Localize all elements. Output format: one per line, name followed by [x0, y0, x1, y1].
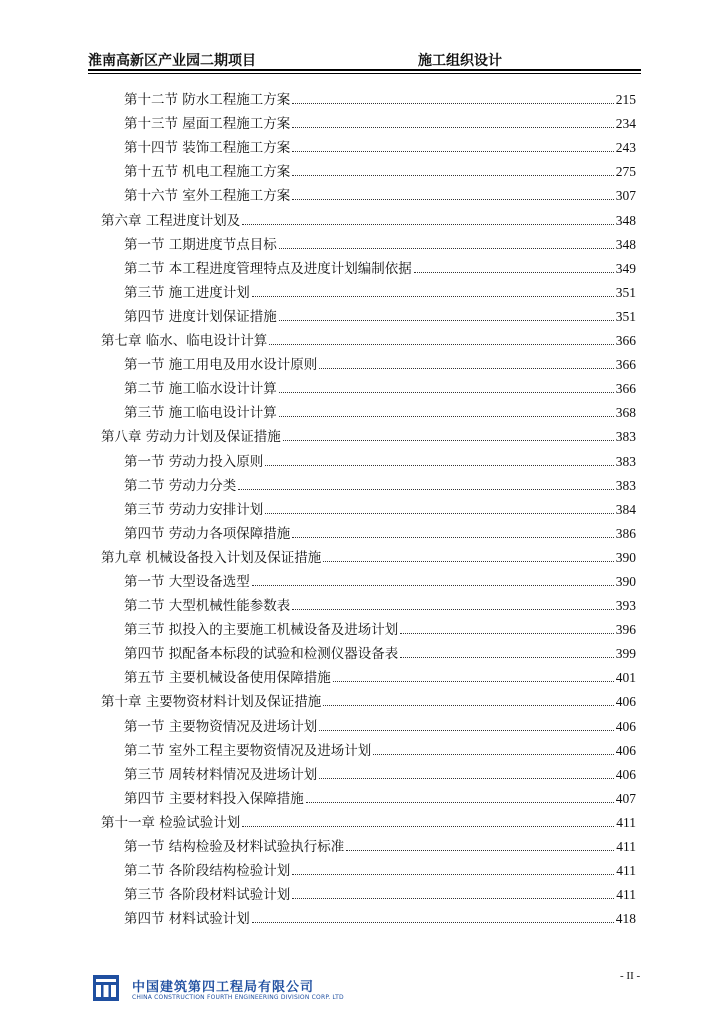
toc-entry-label: 第二节 室外工程主要物资情况及进场计划: [124, 742, 372, 759]
toc-dot-leader: [414, 272, 614, 273]
toc-dot-leader: [323, 705, 613, 706]
toc-section-entry[interactable]: [124, 84, 636, 108]
toc-section-entry[interactable]: [124, 156, 636, 180]
toc-dot-leader: [292, 151, 613, 152]
toc-entry-page: 396: [615, 622, 636, 638]
toc-entry-label: 第三节 拟投入的主要施工机械设备及进场计划: [124, 622, 399, 639]
project-name: 淮南高新区产业园二期项目: [88, 53, 256, 69]
toc-section-entry[interactable]: [124, 662, 636, 686]
toc-section-entry[interactable]: [124, 470, 636, 494]
toc-dot-leader: [279, 248, 614, 249]
toc-entry-label: 第十五节 机电工程施工方案: [124, 164, 291, 181]
toc-entry-page: 349: [615, 260, 636, 276]
toc-entry-page: 243: [615, 140, 636, 156]
toc-entry-label: 第一节 施工用电及用水设计原则: [124, 357, 318, 374]
toc-entry-page: 390: [615, 549, 636, 565]
toc-entry-page: 406: [615, 742, 636, 758]
page-number: - II -: [620, 970, 641, 982]
toc-entry-label: 第四节 拟配备本标段的试验和检测仪器设备表: [124, 646, 399, 663]
toc-section-entry[interactable]: [124, 445, 636, 469]
toc-entry-label: 第八章 劳动力计划及保证措施: [101, 429, 281, 446]
toc-entry-page: 407: [615, 790, 636, 806]
toc-dot-leader: [292, 609, 613, 610]
toc-chapter-entry[interactable]: [101, 542, 636, 566]
toc-entry-label: 第六章 工程进度计划及: [101, 212, 241, 229]
toc-section-entry[interactable]: [124, 566, 636, 590]
toc-entry-label: 第三节 施工临电设计计算: [124, 405, 277, 422]
toc-entry-label: 第十一章 检验试验计划: [101, 814, 241, 831]
toc-entry-label: 第四节 材料试验计划: [124, 911, 250, 928]
toc-dot-leader: [252, 296, 614, 297]
toc-section-entry[interactable]: [124, 229, 636, 253]
toc-entry-page: 406: [615, 694, 636, 710]
toc-entry-label: 第一节 工期进度节点目标: [124, 236, 277, 253]
toc-section-entry[interactable]: [124, 301, 636, 325]
toc-dot-leader: [265, 465, 613, 466]
toc-dot-leader: [279, 416, 614, 417]
toc-entry-page: 215: [615, 92, 636, 108]
toc-section-entry[interactable]: [124, 494, 636, 518]
toc-chapter-entry[interactable]: [101, 325, 636, 349]
toc-section-entry[interactable]: [124, 831, 636, 855]
toc-dot-leader: [292, 874, 614, 875]
toc-entry-label: 第三节 施工进度计划: [124, 284, 250, 301]
toc-entry-page: 401: [615, 670, 636, 686]
toc-entry-label: 第七章 临水、临电设计计算: [101, 333, 268, 350]
toc-entry-page: 368: [615, 405, 636, 421]
toc-dot-leader: [319, 778, 613, 779]
toc-chapter-entry[interactable]: [101, 421, 636, 445]
toc-entry-label: 第一节 主要物资情况及进场计划: [124, 718, 318, 735]
page-header: [88, 50, 641, 70]
document-title: 施工组织设计: [418, 53, 502, 69]
toc-section-entry[interactable]: [124, 903, 636, 927]
toc-entry-page: 307: [615, 188, 636, 204]
toc-entry-page: 366: [615, 381, 636, 397]
toc-section-entry[interactable]: [124, 759, 636, 783]
toc-entry-page: 411: [616, 839, 636, 854]
toc-entry-page: 384: [615, 501, 636, 517]
toc-dot-leader: [292, 199, 613, 200]
toc-chapter-entry[interactable]: [101, 686, 636, 710]
toc-entry-page: 411: [616, 814, 636, 830]
header-rule: [88, 69, 641, 71]
toc-entry-label: 第二节 劳动力分类: [124, 477, 237, 494]
toc-entry-page: 399: [615, 646, 636, 662]
toc-dot-leader: [242, 826, 614, 827]
toc-dot-leader: [265, 513, 613, 514]
toc-section-entry[interactable]: [124, 590, 636, 614]
toc-dot-leader: [252, 585, 614, 586]
toc-entry-label: 第十六节 室外工程施工方案: [124, 188, 291, 205]
toc-dot-leader: [306, 802, 614, 803]
toc-entry-label: 第四节 主要材料投入保障措施: [124, 790, 304, 807]
toc-entry-label: 第十二节 防水工程施工方案: [124, 92, 291, 109]
toc-section-entry[interactable]: [124, 108, 636, 132]
toc-section-entry[interactable]: [124, 879, 636, 903]
table-of-contents: [0, 84, 723, 927]
toc-dot-leader: [292, 127, 613, 128]
toc-dot-leader: [319, 730, 613, 731]
company-name-en: CHINA CONSTRUCTION FOURTH ENGINEERING DIVISION CORP. LTD: [132, 994, 344, 1001]
toc-dot-leader: [323, 561, 613, 562]
toc-dot-leader: [292, 103, 613, 104]
toc-section-entry[interactable]: [124, 614, 636, 638]
toc-entry-page: 366: [615, 357, 636, 373]
toc-entry-page: 418: [615, 911, 636, 927]
toc-dot-leader: [279, 320, 614, 321]
toc-entry-label: 第九章 机械设备投入计划及保证措施: [101, 549, 322, 566]
toc-entry-label: 第十四节 装饰工程施工方案: [124, 140, 291, 157]
toc-entry-page: 366: [615, 333, 636, 349]
toc-entry-label: 第一节 结构检验及材料试验执行标准: [124, 839, 345, 855]
toc-dot-leader: [292, 175, 613, 176]
toc-dot-leader: [252, 922, 614, 923]
toc-dot-leader: [242, 224, 613, 225]
toc-entry-label: 第四节 进度计划保证措施: [124, 308, 277, 325]
toc-entry-page: 234: [615, 116, 636, 132]
company-logo-icon: [93, 975, 119, 1001]
toc-dot-leader: [373, 754, 613, 755]
toc-entry-page: 411: [616, 887, 636, 903]
toc-section-entry[interactable]: [124, 518, 636, 542]
toc-dot-leader: [283, 440, 614, 441]
toc-dot-leader: [238, 489, 613, 490]
toc-entry-label: 第一节 劳动力投入原则: [124, 453, 264, 470]
toc-section-entry[interactable]: [124, 735, 636, 759]
toc-dot-leader: [333, 681, 614, 682]
toc-dot-leader: [400, 657, 613, 658]
toc-entry-label: 第二节 施工临水设计计算: [124, 381, 277, 398]
toc-dot-leader: [346, 850, 614, 851]
toc-entry-page: 348: [615, 236, 636, 252]
toc-entry-label: 第二节 本工程进度管理特点及进度计划编制依据: [124, 260, 412, 277]
toc-chapter-entry[interactable]: [101, 807, 636, 831]
toc-section-entry[interactable]: [124, 349, 636, 373]
toc-chapter-entry[interactable]: [101, 204, 636, 228]
toc-entry-label: 第二节 各阶段结构检验计划: [124, 863, 291, 880]
toc-entry-label: 第三节 各阶段材料试验计划: [124, 887, 291, 904]
toc-entry-page: 406: [615, 766, 636, 782]
toc-entry-label: 第一节 大型设备选型: [124, 573, 250, 590]
toc-section-entry[interactable]: [124, 132, 636, 156]
toc-dot-leader: [400, 633, 613, 634]
toc-section-entry[interactable]: [124, 373, 636, 397]
toc-dot-leader: [319, 368, 613, 369]
toc-entry-page: 393: [615, 598, 636, 614]
toc-dot-leader: [279, 392, 614, 393]
toc-entry-page: 275: [615, 164, 636, 180]
company-name-cn: 中国建筑第四工程局有限公司: [132, 980, 315, 995]
toc-entry-page: 348: [615, 212, 636, 228]
toc-entry-page: 406: [615, 718, 636, 734]
toc-entry-label: 第四节 劳动力各项保障措施: [124, 525, 291, 542]
toc-section-entry[interactable]: [124, 277, 636, 301]
toc-entry-page: 386: [615, 525, 636, 541]
toc-dot-leader: [269, 344, 613, 345]
header-rule-thin: [88, 73, 641, 74]
toc-entry-page: 383: [615, 453, 636, 469]
toc-entry-page: 383: [615, 477, 636, 493]
toc-section-entry[interactable]: [124, 783, 636, 807]
toc-entry-label: 第三节 劳动力安排计划: [124, 501, 264, 518]
toc-entry-label: 第十三节 屋面工程施工方案: [124, 116, 291, 133]
toc-entry-page: 411: [616, 863, 636, 879]
toc-entry-label: 第二节 大型机械性能参数表: [124, 598, 291, 615]
toc-dot-leader: [292, 537, 613, 538]
toc-entry-label: 第三节 周转材料情况及进场计划: [124, 766, 318, 783]
toc-section-entry[interactable]: [124, 638, 636, 662]
toc-entry-page: 390: [615, 573, 636, 589]
toc-section-entry[interactable]: [124, 397, 636, 421]
toc-dot-leader: [292, 898, 614, 899]
toc-section-entry[interactable]: [124, 253, 636, 277]
toc-section-entry[interactable]: [124, 710, 636, 734]
toc-entry-page: 351: [615, 308, 636, 324]
toc-entry-label: 第十章 主要物资材料计划及保证措施: [101, 694, 322, 711]
toc-entry-page: 383: [615, 429, 636, 445]
toc-entry-label: 第五节 主要机械设备使用保障措施: [124, 670, 331, 687]
toc-entry-page: 351: [615, 284, 636, 300]
toc-section-entry[interactable]: [124, 855, 636, 879]
toc-section-entry[interactable]: [124, 180, 636, 204]
